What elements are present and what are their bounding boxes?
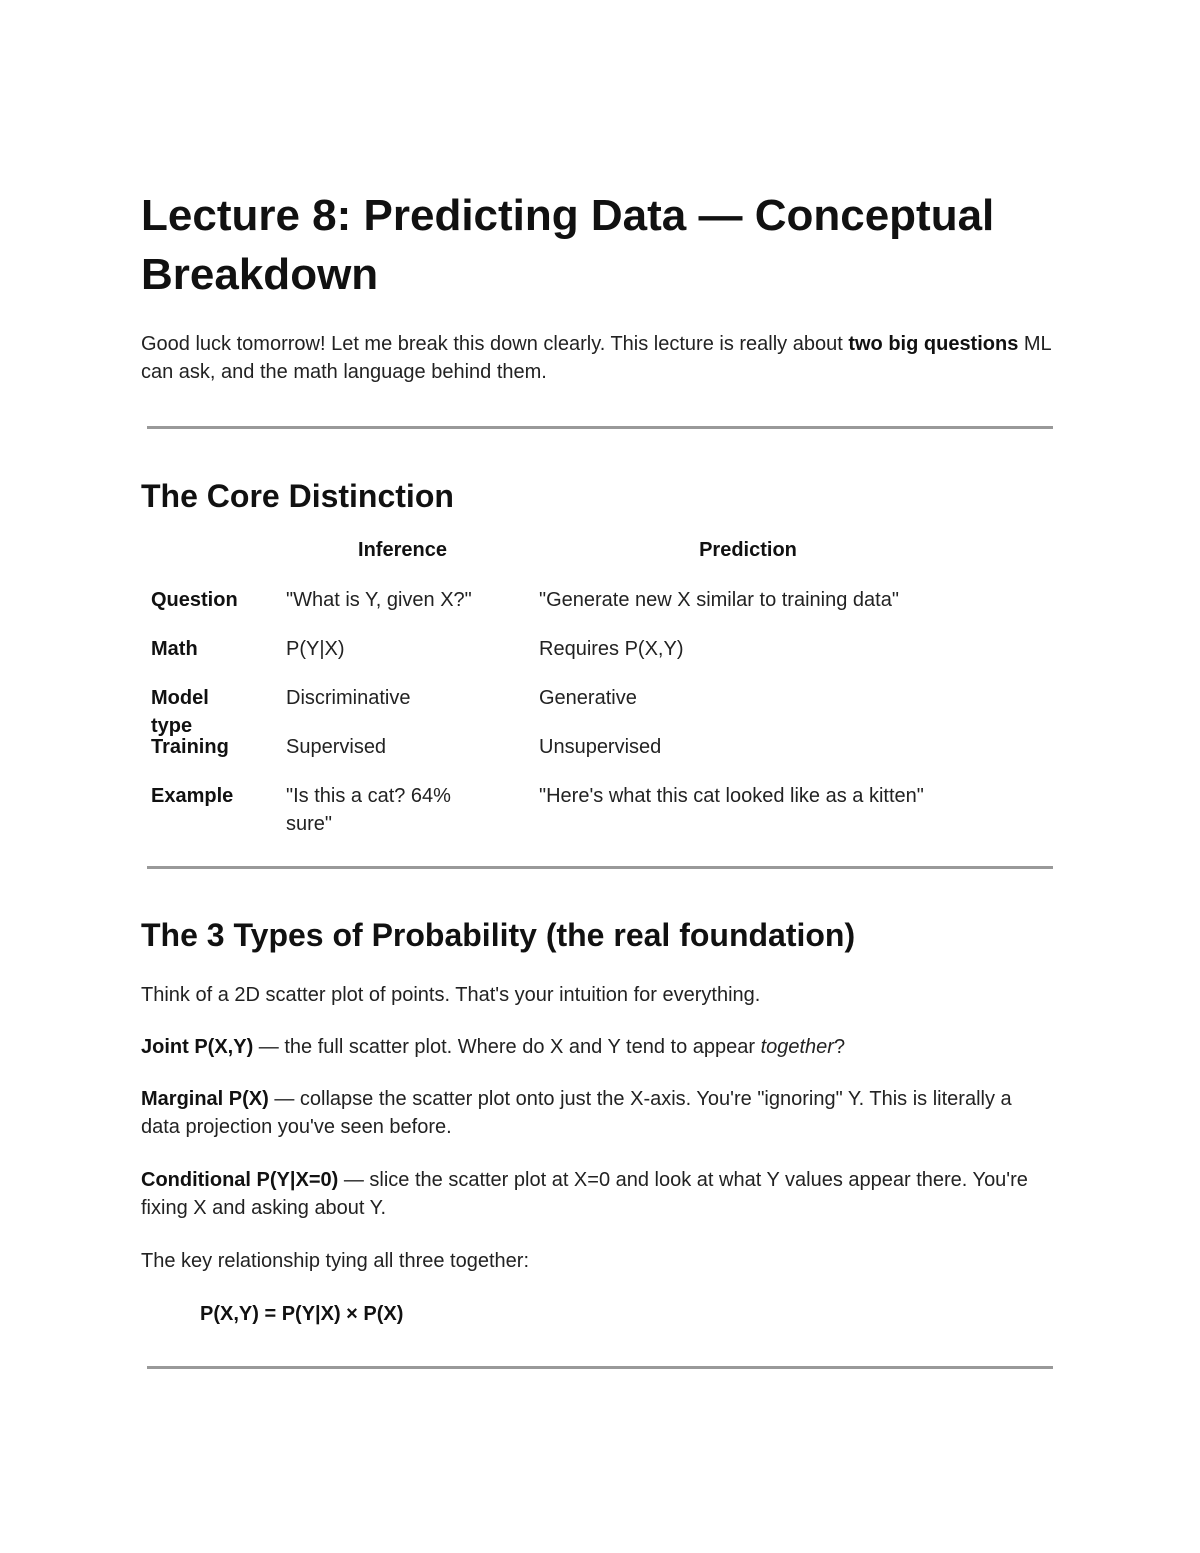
conditional-text: — slice the scatter plot at X=0 and look at what Y values appear there. You're fixing X and asking about Y. — [141, 1169, 1028, 1219]
divider-1 — [147, 426, 1053, 429]
intro-text-start: Good luck tomorrow! Let me break this down clearly. This lecture is really about — [141, 333, 849, 355]
divider-3 — [147, 1366, 1053, 1369]
table-cell-example-inference: "Is this a cat? 64% sure" — [286, 785, 451, 835]
probability-formula: P(X,Y) = P(Y|X) × P(X) — [200, 1303, 404, 1325]
scatter-intuition-paragraph: Think of a 2D scatter plot of points. That's your intuition for everything. — [141, 984, 761, 1006]
joint-term: Joint P(X,Y) — [141, 1036, 254, 1058]
marginal-text: — collapse the scatter plot onto just the X-axis. You're "ignoring" Y. This is literally a data projection you've seen before. — [141, 1088, 1012, 1138]
table-cell-training-prediction: Unsupervised — [539, 736, 662, 758]
table-cell-example-prediction: "Here's what this cat looked like as a kitten" — [539, 785, 924, 807]
intro-paragraph — [141, 330, 1056, 386]
section-heading-probability-types: The 3 Types of Probability (the real foundation) — [141, 917, 856, 953]
joint-paragraph — [141, 1033, 1056, 1061]
divider-2 — [147, 866, 1053, 869]
intro-bold-text: two big questions — [848, 333, 1019, 355]
marginal-paragraph — [141, 1085, 1056, 1141]
table-cell-model-type-prediction: Generative — [539, 687, 637, 709]
key-relationship-line: The key relationship tying all three together: — [141, 1250, 529, 1272]
table-cell-model-type-inference: Discriminative — [286, 687, 411, 709]
conditional-term: Conditional P(Y|X=0) — [141, 1169, 339, 1191]
page-title: Lecture 8: Predicting Data — Conceptual Breakdown — [141, 191, 995, 299]
table-header-inference: Inference — [358, 539, 447, 561]
table-cell-math-prediction: Requires P(X,Y) — [539, 638, 684, 660]
joint-end: ? — [833, 1036, 846, 1058]
intro-text-end: ML can ask, and the math language behind them. — [141, 333, 1051, 383]
joint-text: — the full scatter plot. Where do X and Y tend to appear — [253, 1036, 761, 1058]
table-row-label-training: Training — [151, 736, 229, 758]
joint-italic: together — [760, 1036, 834, 1058]
table-cell-math-inference: P(Y|X) — [286, 638, 345, 660]
table-cell-training-inference: Supervised — [286, 736, 387, 758]
table-row-label-example: Example — [151, 785, 234, 807]
table-row-label-math: Math — [151, 638, 198, 660]
table-row-label-model-type: Model type — [151, 687, 209, 737]
table-row-label-question: Question — [151, 589, 238, 611]
conditional-paragraph — [141, 1166, 1056, 1222]
section-heading-core-distinction: The Core Distinction — [141, 478, 454, 514]
table-cell-question-prediction: "Generate new X similar to training data" — [539, 589, 899, 611]
marginal-term: Marginal P(X) — [141, 1088, 269, 1110]
table-cell-question-inference: "What is Y, given X?" — [286, 589, 472, 611]
table-header-prediction: Prediction — [699, 539, 797, 561]
